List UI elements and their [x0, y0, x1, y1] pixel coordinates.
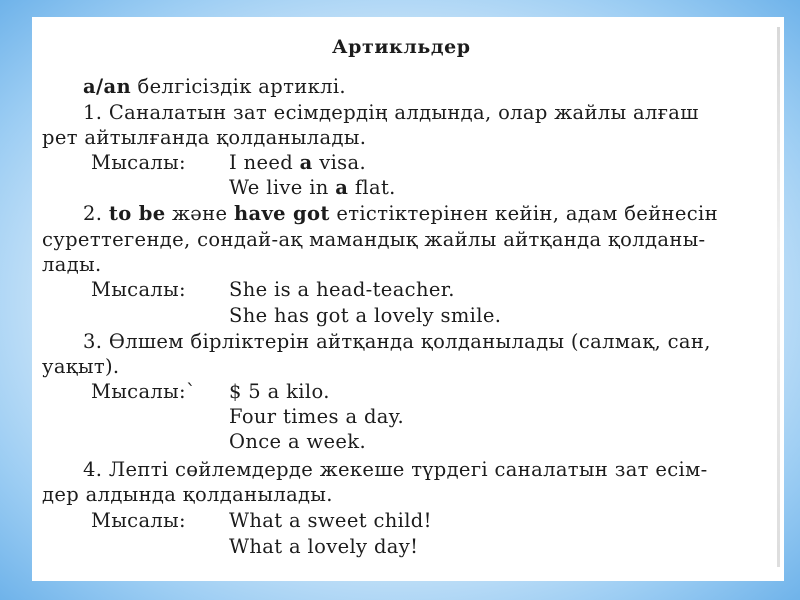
subtitle-rest: белгісіздік артиклі. [130, 75, 346, 98]
example2-2: She has got a lovely smile. [229, 304, 502, 327]
example3-2: Four times a day. [229, 405, 405, 428]
subtitle-a-an: a/an [83, 75, 131, 98]
examples2-label: Мысалы: [91, 278, 186, 301]
rule1-line1: 1. Саналатын зат есімдердің алдында, олар жайлы алғаш [83, 101, 699, 124]
rule2-have-got: have got [233, 202, 330, 225]
example1-1-text: I need [229, 151, 300, 174]
example1-1-article: a [299, 151, 313, 174]
subtitle [83, 75, 346, 99]
rule4-line2: дер алдында қолданылады. [42, 483, 333, 506]
example2-1: She is a head-teacher. [229, 278, 455, 301]
examples3-label: Мысалы:` [91, 380, 197, 403]
example1-2-article: a [335, 176, 349, 199]
slide [32, 17, 784, 581]
example3-1: $ 5 a kilo. [229, 380, 330, 403]
rule2-number: 2. [83, 202, 109, 225]
rule3-line1: 3. Өлшем бірліктерін айтқанда қолданылады (салмақ, сан, [83, 330, 711, 353]
rule2-to-be: to be [108, 202, 166, 225]
rule2-and: және [165, 202, 234, 225]
rule2-line2: суреттегенде, сондай-ақ мамандық жайлы айтқанда қолданы- [42, 228, 706, 251]
rule2-line3: лады. [42, 253, 102, 276]
rule3-line2: уақыт). [42, 355, 120, 378]
example1-1 [229, 151, 366, 175]
page-edge-shadow [777, 27, 780, 567]
rule2-line1-rest: етістіктерінен кейін, адам бейнесін [329, 202, 718, 225]
rule1-line2: рет айтылғанда қолданылады. [42, 126, 367, 149]
examples1-label: Мысалы: [91, 151, 186, 174]
page-title: Артикльдер [332, 36, 471, 58]
examples4-label: Мысалы: [91, 509, 186, 532]
rule2-line1 [83, 202, 718, 226]
example4-2: What a lovely day! [229, 535, 419, 558]
rule4-line1: 4. Лепті сөйлемдерде жекеше түрдегі саналатын зат есім- [83, 458, 708, 481]
example1-2 [229, 176, 396, 200]
example1-1-end: visa. [312, 151, 367, 174]
example4-1: What a sweet child! [229, 509, 432, 532]
example3-3: Once a week. [229, 430, 367, 453]
example1-2-text: We live in [229, 176, 336, 199]
scanned-page [32, 17, 784, 581]
example1-2-end: flat. [348, 176, 396, 199]
